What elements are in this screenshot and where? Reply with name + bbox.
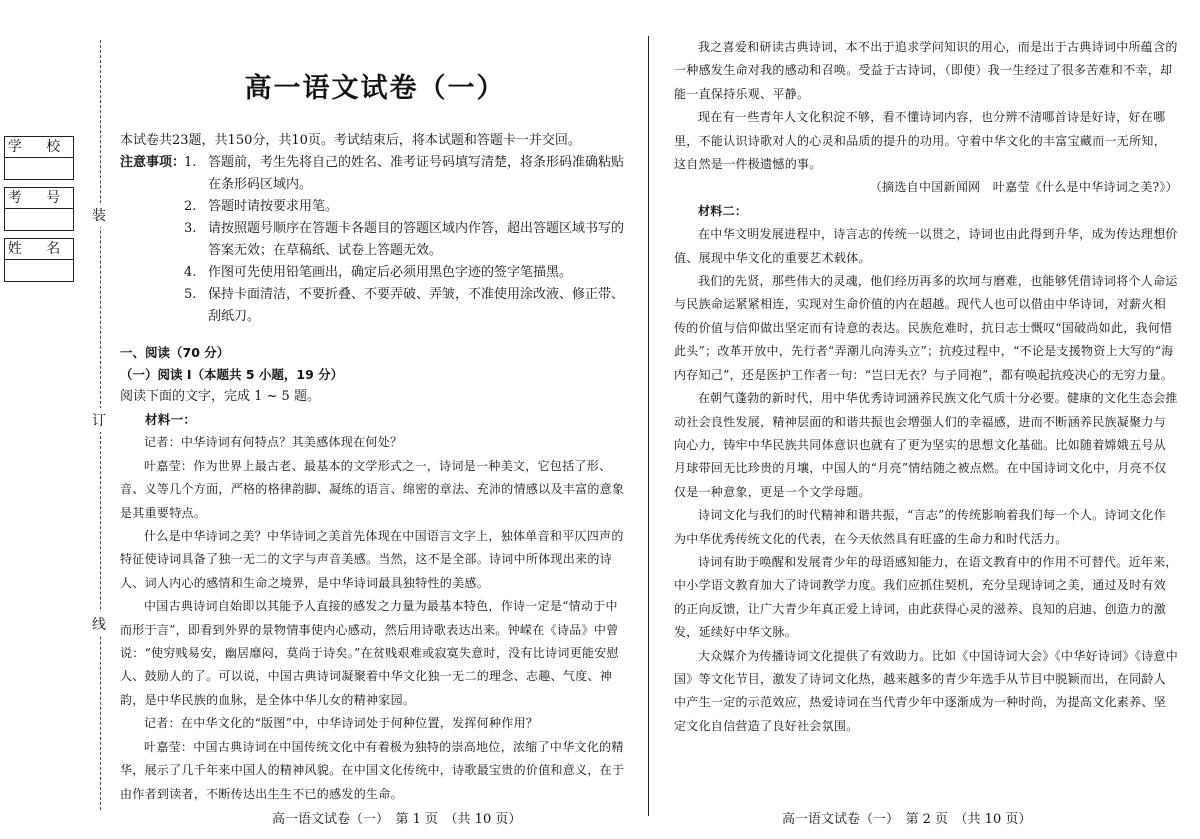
- material1-body: [120, 408, 626, 806]
- note-text: 答题前，考生先将自己的姓名、准考证号码填写清楚，将条形码准确粘贴在条形码区域内。: [208, 155, 625, 192]
- section-heading: 一、阅读（70 分）: [120, 345, 230, 360]
- paragraph: 中国古典诗词自始即以其能予人直接的感发之力量为最基本特色，作诗一定是“情动于中而形于言”，即看到外界的景物情事使内心感动，然后用诗歌表达出来。钟嵘在《诗品》中曾说：“使穷贱易安，幽居靡闷，莫尚于诗矣。”在贫贱艰难或寂寞失意时，没有比诗词更能安慰人、鼓励人的了。可以说，中国古典诗词凝聚着中华文化独一无二的理念、志趣、气度、神韵，是中华民族的血脉，是全体中华儿女的精神家园。: [120, 599, 619, 707]
- name-label: 姓 名: [5, 239, 73, 260]
- page2-footer: 高一语文试卷（一） 第 2 页 （共 10 页）: [782, 812, 1032, 827]
- notes-list: [120, 152, 626, 328]
- paragraph: 现在有一些青年人文化积淀不够，看不懂诗词内容，也分辨不清哪首诗是好诗，好在哪里，不能认识诗歌对人的心灵和品质的提升的功用。守着中华文化的丰富宝藏而一无所知，这自然是一件极遗憾的事。: [674, 110, 1167, 172]
- material2-label: 材料二：: [698, 203, 748, 218]
- note-number: 5.: [184, 287, 197, 302]
- paragraph: 我之喜爱和研读古典诗词，本不出于追求学问知识的用心，而是出于古典诗词中所蕴含的一种感发生命对我的感动和召唤。受益于古诗词，（即使）我一生经过了很多苦难和不幸，却能一直保持乐观、平静。: [674, 40, 1178, 101]
- note-item: [120, 152, 626, 196]
- page2-content: [674, 36, 1178, 738]
- paragraph: 我们的先贤，那些伟大的灵魂，他们经历再多的坎坷与磨难，也能够凭借诗词将个人命运与民族命运紧紧相连，实现对生命价值的内在超越。现代人也可以借由中华诗词，对薪火相传的价值与信仰做出坚定而有诗意的表达。民族危难时，抗日志士慨叹“国破尚如此，我何惜此头”；改革开放中，先行者“弄潮儿向涛头立”；抗疫过程中，“不论是支援物资上大写的“海内存知己”，还是医护工作者一句：“岂曰无衣？与子同袍”，都有唤起抗疫决心的无穷力量。: [674, 274, 1178, 382]
- note-text: 保持卡面清洁，不要折叠、不要弄破、弄皱，不准使用涂改液、修正带、刮纸刀。: [208, 287, 625, 324]
- note-number: 4.: [184, 265, 197, 280]
- page1-content: [120, 130, 626, 806]
- subsection-heading: （一）阅读 I（本题共 5 小题，19 分）: [120, 367, 344, 382]
- note-number: 1.: [184, 155, 197, 170]
- school-label: 学 校: [5, 137, 73, 158]
- paragraph: 叶嘉莹：作为世界上最古老、最基本的文学形式之一，诗词是一种美文，它包括了形、音、义等几个方面，严格的格律韵脚、凝练的语言、绵密的章法、充沛的情感以及丰富的意象是其重要特点。: [120, 458, 625, 520]
- school-field[interactable]: [4, 136, 74, 180]
- exam-id-field[interactable]: [4, 187, 74, 231]
- paragraph: 在中华文明发展进程中，诗言志的传统一以贯之，诗词也由此得到升华，成为传达理想价值、展现中华文化的重要艺术载体。: [674, 227, 1178, 265]
- note-item: [120, 196, 626, 218]
- paragraph: 大众媒介为传播诗词文化提供了有效助力。比如《中国诗词大会》《中华好诗词》《诗意中国》等文化节目，激发了诗词文化热，越来越多的青少年选手从节目中脱颖而出，在同龄人中产生一定的示范效应，热爱诗词在当代青少年中逐渐成为一种时尚，为提高文化素养、坚定文化自信营造了良好社会氛围。: [674, 648, 1179, 733]
- page-title: 高一语文试卷（一）: [244, 73, 506, 104]
- binding-char-xian: 线: [92, 612, 106, 636]
- paragraph: 诗词有助于唤醒和发展青少年的母语感知能力，在语文教育中的作用不可替代。近年来，中小学语文教育加大了诗词教学力度。我们应抓住契机，充分呈现诗词之美，通过及时有效的正向反馈，让广大青少年真正爱上诗词，由此获得心灵的滋养、良知的启迪、创造力的激发，延续好中华文脉。: [674, 554, 1178, 640]
- paragraph: 叶嘉莹：中国古典诗词在中国传统文化中有着极为独特的崇高地位，浓缩了中华文化的精华，展示了几千年来中国人的精神风貌。在中国文化传统中，诗歌最宝贵的价值和意义，在于由作者到读者，不断传达出生生不已的感发的生命。: [120, 739, 625, 801]
- exam-id-label: 考 号: [5, 188, 73, 209]
- note-item: [120, 218, 626, 262]
- binding-char-ding: 订: [92, 408, 106, 432]
- page1-footer: 高一语文试卷（一） 第 1 页 （共 10 页）: [272, 812, 522, 827]
- paragraph: 在朝气蓬勃的新时代，用中华优秀诗词涵养民族文化气质十分必要。健康的文化生态会推动社会良性发展，精神层面的和谐共振也会增强人们的幸福感，进而不断涵养民族凝聚力与向心力，铸牢中华民族共同体意识也就有了更为坚实的思想文化基础。比如随着嫦娥五号从月球带回无比珍贵的月壤，中国人的“月亮”情结随之被点燃。在中国诗词文化中，月亮不仅仅是一种意象，更是一个文学母题。: [674, 391, 1178, 499]
- paragraph: 什么是中华诗词之美？中华诗词之美首先体现在中国语言文字上，独体单音和平仄四声的特征使诗词具备了独一无二的文字与声音美感。当然，这不是全部。诗词中所体现出来的诗人、词人内心的感情和生命之境界，是中华诗词最具独特性的美感。: [120, 529, 624, 590]
- note-text: 请按照题号顺序在答题卡各题目的答题区域内作答，超出答题区域书写的答案无效；在草稿纸、试卷上答题无效。: [208, 221, 625, 258]
- paragraph: 记者：中华诗词有何特点？其美感体现在何处？: [144, 435, 403, 450]
- notes-label: 注意事项：: [120, 155, 186, 170]
- material1-label: 材料一：: [145, 412, 197, 427]
- reading-instruction: 阅读下面的文字，完成 1 ~ 5 题。: [120, 389, 320, 404]
- note-text: 作图可先使用铅笔画出，确定后必须用黑色字迹的签字笔描黑。: [208, 265, 573, 280]
- note-number: 2.: [184, 199, 197, 214]
- page-divider: [648, 36, 649, 816]
- note-item: [120, 284, 626, 328]
- name-field[interactable]: [4, 238, 74, 282]
- paragraph: 记者：在中华文化的“版图”中，中华诗词处于何种位置，发挥何种作用？: [144, 716, 539, 731]
- note-item: [120, 262, 626, 284]
- note-number: 3.: [184, 221, 197, 236]
- material1-source: （摘选自中国新闻网 叶嘉莹《什么是中华诗词之美?》）: [869, 180, 1178, 195]
- exam-intro: 本试卷共23题，共150分，共10页。考试结束后，将本试题和答题卡一并交回。: [120, 133, 581, 148]
- note-text: 答题时请按要求用笔。: [208, 199, 339, 214]
- binding-char-zhuang: 装: [92, 203, 106, 227]
- paragraph: 诗词文化与我们的时代精神和谐共振，“言志”的传统影响着我们每一个人。诗词文化作为中华优秀传统文化的代表，在今天依然具有旺盛的生命力和时代活力。: [674, 508, 1166, 546]
